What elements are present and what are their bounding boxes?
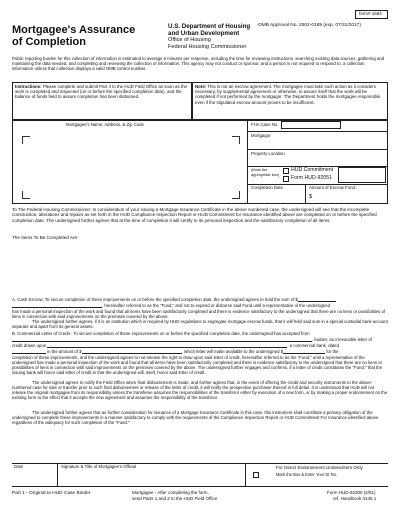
grid-line — [247, 131, 388, 132]
mortgagor-input[interactable] — [251, 140, 385, 148]
direct-endorsement-checkbox[interactable] — [253, 472, 259, 478]
direct-endorsement-label: For Direct Endorsement Underwriters Only — [276, 465, 363, 470]
letter-credit-amount-row — [12, 349, 388, 354]
mortgagor-label: Mortgagor — [251, 133, 271, 138]
form-hud-label: Form HUD-92051 — [291, 175, 332, 181]
fha-case-label: FHA Case No. — [251, 122, 279, 127]
agency-line2: and Urban Development — [168, 30, 240, 37]
note-body: This is not an escrow agreement. The mortgagee must take such action as it considers necessary, by supplemental agreement or otherwise, to assure itself that the work will be completed if not performed by the mortgagor. The Department holds the mortgagee responsible even if the stipulated escrow amount proves to be insufficient. — [195, 84, 381, 105]
office-line2: Federal Housing Commissioner — [168, 44, 247, 50]
escrow-amount-input[interactable] — [315, 193, 385, 202]
letter-credit-bank-row — [12, 343, 388, 348]
footer-mortgagee-after: Mortgagee - After completing the form, — [132, 490, 209, 495]
property-location-input[interactable] — [251, 158, 385, 166]
mark-box-label: (Mark the appropriate box) — [251, 167, 280, 177]
address-window-corner — [22, 136, 30, 144]
cash-escrow-body2: The undersigned further agrees, if it is an institution which is required by HUD regulations to segregate mortgage escrow funds, that it will hold said sum in a special custodial bank account separate and apart from its general assets. — [12, 319, 388, 330]
fha-case-input[interactable] — [281, 121, 341, 129]
signature-divider — [245, 463, 246, 486]
cash-escrow-amount-field[interactable] — [298, 301, 336, 302]
commitment-number-input[interactable] — [338, 167, 386, 183]
office-line1: Office of Housing — [168, 37, 211, 43]
items-to-complete-area[interactable] — [12, 244, 388, 294]
note-text — [195, 84, 385, 105]
escrow-dollar-sign: $ — [309, 194, 313, 200]
completion-date-label: Completion Date — [251, 185, 284, 190]
mortgagee-address-field[interactable] — [30, 143, 230, 189]
which-letter-text: , which letter will make available to the undersigned $ — [181, 349, 284, 354]
grid-divider — [305, 184, 306, 204]
agency-line1: U.S. Department of Housing — [168, 23, 251, 30]
cash-escrow-words-field[interactable] — [12, 307, 102, 308]
letter-credit-lead: B. Commercial Letter of Credit : To secure completion of these improvements on or before the specified completion date, the undersigned has accepted from — [12, 331, 310, 336]
footer-send-parts: send Parts 1 and 2 to the HUD Field Office — [132, 496, 218, 501]
cash-escrow-body: has made a personal inspection of the work and found that all items have been satisfactorily completed and there is evidence satisfactory to the undersigned that there are no liens or possibilities of liens in connection with said improvements on the premises covered by the above. — [12, 309, 386, 320]
property-location-label: Property Location — [251, 151, 285, 156]
underwriter-id-input[interactable] — [262, 479, 386, 485]
form-hud-checkbox[interactable] — [283, 176, 289, 182]
form-title-line2: of Completion — [12, 36, 86, 48]
date-label: Date — [14, 464, 24, 469]
cash-escrow-line2-text: , hereinafter referred to as the "Fund," and not to expend or disburse said Fund until a representative of the undersigned — [102, 303, 331, 308]
amount-of-text: in the amount of $ — [47, 349, 82, 354]
mark-box-id-label: Mark the Box & Enter Your ID No. — [276, 472, 337, 477]
bank-name-field[interactable] — [47, 347, 287, 348]
grid-line — [247, 149, 388, 150]
builder-text: , builder, an irrevocable letter of — [312, 337, 372, 342]
cash-escrow-line2 — [12, 303, 388, 308]
instructions-label: Instructions: — [15, 84, 42, 89]
note-label: Note: — [195, 84, 207, 89]
address-window-corner — [232, 136, 240, 144]
letter-credit-body3: The undersigned further agrees that as further consideration for issuance of a Mortgage Insurance Certificate in this case, this instrument shall constitute a primary obligation of the undersigned to complete these improvements in a manner satisfactory to comply with the requirements of the Compliance Inspection Report or HUD Commitment For Insurance identified above regardless of the adequacy for such completion of the "Fund." — [12, 410, 379, 426]
cash-escrow-lead-text: A. Cash Escrow: To secure completion of these improvements on or before the specified completion date, the undersigned agrees to hold the sum of $ — [12, 297, 298, 302]
completion-date-input[interactable] — [251, 192, 303, 202]
footer-handbook: ref. Handbook 4145.1 — [333, 496, 377, 501]
signature-label: Signature & Title of Mortgagee's Official — [61, 464, 137, 469]
signature-row-bottom — [12, 486, 388, 487]
date-input[interactable] — [14, 471, 55, 484]
letter-date-field[interactable] — [12, 353, 46, 354]
commissioner-paragraph: To The Federal Housing Commissioner: In consideration of your issuing a Mortgage Insurance Certificate in the above numbered case, the undersigned will see that the incomplete construction, alterations and repairs as set forth in the HUD Compliance Inspection Report or HUD Commitment for Insurance identified above are completed on or before the specified completion date. The undersigned further agrees that at the time of completion it will certify to its personal inspection and the satisfactory completion of all items. — [12, 207, 377, 223]
credit-drawn-text: credit drawn upon — [12, 343, 47, 348]
builder-name-field[interactable] — [12, 341, 312, 342]
instructions-body: Please complete and submit Part 4 to the HUD Field Office as soon as the work is completed and inspected (on or before the specified completion date), and the balance of funds held to assure completion has been disbursed. — [15, 84, 187, 100]
grid-divider — [247, 120, 248, 204]
signature-input[interactable] — [61, 471, 243, 484]
letter-amount-field[interactable] — [82, 353, 182, 354]
signature-divider — [57, 463, 58, 486]
footer-part1: Part 1 - Original to HUD Case Binder — [12, 491, 91, 496]
available-amount-field[interactable] — [283, 353, 325, 354]
hud-commitment-checkbox[interactable] — [283, 168, 289, 174]
address-window-corner — [22, 191, 30, 199]
letter-credit-body: completion of these improvements, and the undersigned agrees to not release the right to draw upon said letter of credit, hereinafter referred to as the "Fund," until a representative of the undersigned has made a personal inspection of the work and found that all items have been satisfactorily completed and there is evidence satisfactory to the undersigned that there are no liens or possibilities of liens in connection with said improvements on the premises covered by the above. The undersigned further engages and confirms, if a letter of credit constitutes the "Fund," that the issuing bank will honor said letter of credit in that the undersigned will, itself, honor said letter of credit. — [12, 355, 383, 376]
escrow-fund-label: Amount of Escrow Fund : — [309, 185, 358, 190]
form-number-text: form# 1684 — [359, 11, 382, 16]
burden-statement: Public reporting burden for this collection of information is estimated to average 6 minutes per response, including the time for reviewing instructions, searching existing data sources, gathering and maintaining the data needed, and completing and reviewing the collection of information. This agency may not conduct or sponsor, and a person is not required to respond to, a collection information unless that collection displays a valid OMB control number. — [12, 56, 385, 72]
mortgagee-name-label: Mortgagee's Name, Address, & Zip Code — [66, 122, 144, 127]
omb-approval: OMB Approval No. 2502-0189 (exp. 07/31/2017) — [258, 23, 361, 28]
items-label: The Items To Be Completed Are: — [12, 235, 79, 240]
cash-escrow-lead — [12, 297, 388, 302]
footer-form-number: Form HUD-92300 (2/91) — [327, 490, 376, 495]
hud-commitment-label: HUD Commitment — [291, 167, 334, 173]
letter-credit-builder-row — [12, 337, 388, 342]
instructions-text — [15, 84, 189, 100]
commercial-bank-text: , a commercial bank, dated — [287, 343, 339, 348]
letter-credit-body2: The undersigned agrees to notify the Field Office when final disbursement is made, and further agrees that, in the event of offering the credit and security instruments to the above-numbered case for sale or transfer prior to such final disbursement or release of the letter of credit, it will notify the prospective purchaser thereof in full detail. It is understood that HUD will not release the original mortgagee from its responsibility unless the transferee assumes the responsibilities of the transferor either by execution of a new form, or by making a proper endorsement on the existing form to the effect that it accepts the new agreement and assumes the responsibility of the transferor. — [12, 380, 388, 401]
form-title-line1: Mortgagee's Assurance — [12, 24, 136, 36]
for-the-text: for the — [326, 349, 339, 354]
address-window-corner — [232, 191, 240, 199]
